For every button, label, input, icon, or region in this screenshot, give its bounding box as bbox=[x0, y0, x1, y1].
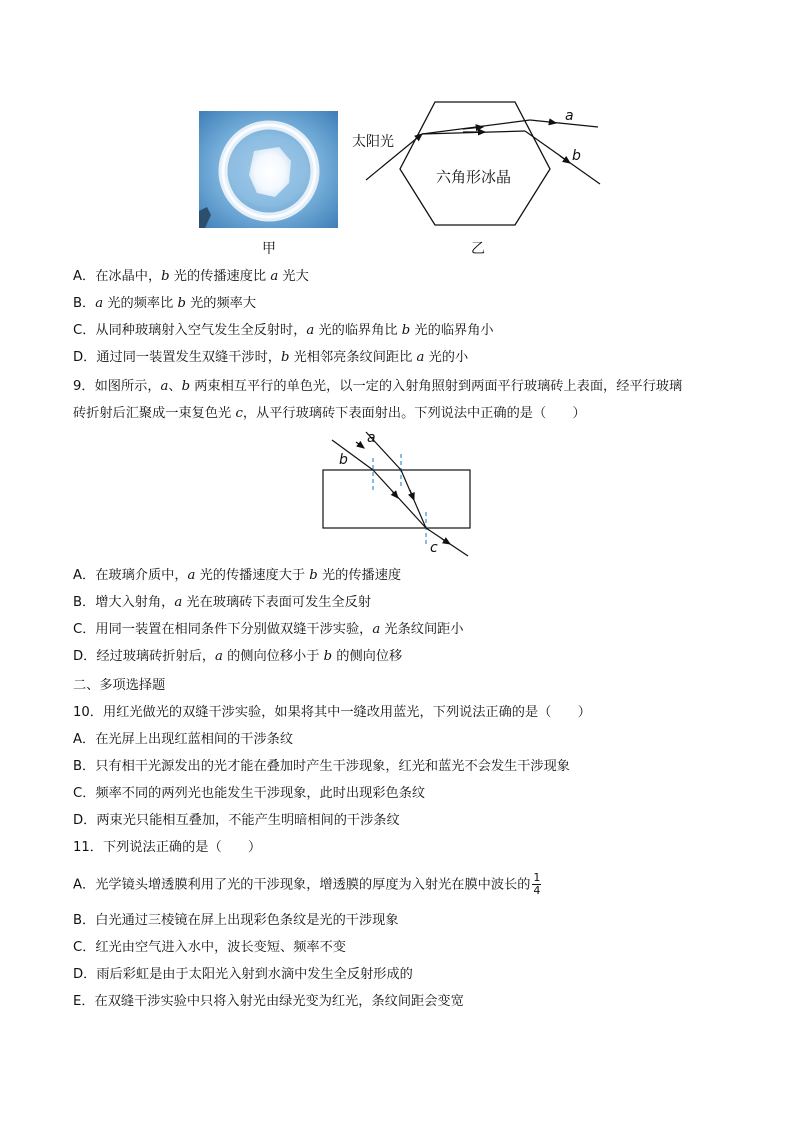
halo-photo bbox=[199, 111, 338, 228]
ray-c-label: c bbox=[430, 540, 438, 556]
q10-option-a: A．在光屏上出现红蓝相间的干涉条纹 bbox=[73, 732, 294, 747]
glass-slab-diagram bbox=[318, 428, 478, 558]
q10-stem: 10．用红光做光的双缝干涉实验，如果将其中一缝改用蓝光，下列说法正确的是（ ） bbox=[73, 705, 591, 720]
q9-stem-line2: 砖折射后汇聚成一束复色光 c，从平行玻璃砖下表面射出。下列说法中正确的是（ ） bbox=[73, 406, 586, 421]
q11-option-c: C．红光由空气进入水中，波长变短、频率不变 bbox=[73, 940, 346, 955]
q8-option-d: D．通过同一装置发生双缝干涉时，b 光相邻亮条纹间距比 a 光的小 bbox=[73, 350, 469, 365]
q11-option-e: E．在双缝干涉实验中只将入射光由绿光变为红光，条纹间距会变宽 bbox=[73, 994, 464, 1009]
q8-option-c: C．从同种玻璃射入空气发生全反射时，a 光的临界角比 b 光的临界角小 bbox=[73, 323, 494, 338]
q10-option-c: C．频率不同的两列光也能发生干涉现象，此时出现彩色条纹 bbox=[73, 786, 426, 801]
q8-option-b: B．a 光的频率比 b 光的频率大 bbox=[73, 296, 257, 311]
q10-option-b: B．只有相干光源发出的光才能在叠加时产生干涉现象，红光和蓝光不会发生干涉现象 bbox=[73, 759, 570, 774]
q9-option-d: D．经过玻璃砖折射后，a 的侧向位移小于 b 的侧向位移 bbox=[73, 649, 403, 664]
q10-option-d: D．两束光只能相互叠加，不能产生明暗相间的干涉条纹 bbox=[73, 813, 400, 828]
crystal-label: 六角形冰晶 bbox=[436, 168, 512, 186]
caption-left: 甲 bbox=[262, 241, 276, 257]
ice-crystal-diagram bbox=[350, 96, 610, 236]
ray-a-label-2: a bbox=[367, 430, 376, 446]
q9-option-b: B．增大入射角，a 光在玻璃砖下表面可发生全反射 bbox=[73, 595, 372, 610]
q11-option-d: D．雨后彩虹是由于太阳光入射到水滴中发生全反射形成的 bbox=[73, 967, 413, 982]
q9-option-a: A．在玻璃介质中，a 光的传播速度大于 b 光的传播速度 bbox=[73, 568, 402, 583]
q9-stem-line1: 9．如图所示，a、b 两束相互平行的单色光，以一定的入射角照射到两面平行玻璃砖上表面，经平行玻璃 bbox=[73, 379, 683, 394]
sunlight-label: 太阳光 bbox=[352, 134, 394, 150]
caption-right: 乙 bbox=[471, 241, 485, 257]
fraction-quarter: $\frac{1}{4}$ bbox=[533, 871, 541, 897]
ray-a-label: a bbox=[565, 108, 574, 124]
q11-stem: 11．下列说法正确的是（ ） bbox=[73, 840, 262, 855]
ray-b-label: b bbox=[572, 148, 581, 164]
q11-option-a: A．光学镜头增透膜利用了光的干涉现象，增透膜的厚度为入射光在膜中波长的 $\frac{1}{4}$ bbox=[73, 871, 541, 897]
q8-option-a: A．在冰晶中，b 光的传播速度比 a 光大 bbox=[73, 269, 309, 284]
section-heading: 二、多项选择题 bbox=[73, 678, 166, 693]
q11-option-b: B．白光通过三棱镜在屏上出现彩色条纹是光的干涉现象 bbox=[73, 913, 399, 928]
ray-b-label-2: b bbox=[339, 452, 348, 468]
q9-option-c: C．用同一装置在相同条件下分别做双缝干涉实验，a 光条纹间距小 bbox=[73, 622, 464, 637]
